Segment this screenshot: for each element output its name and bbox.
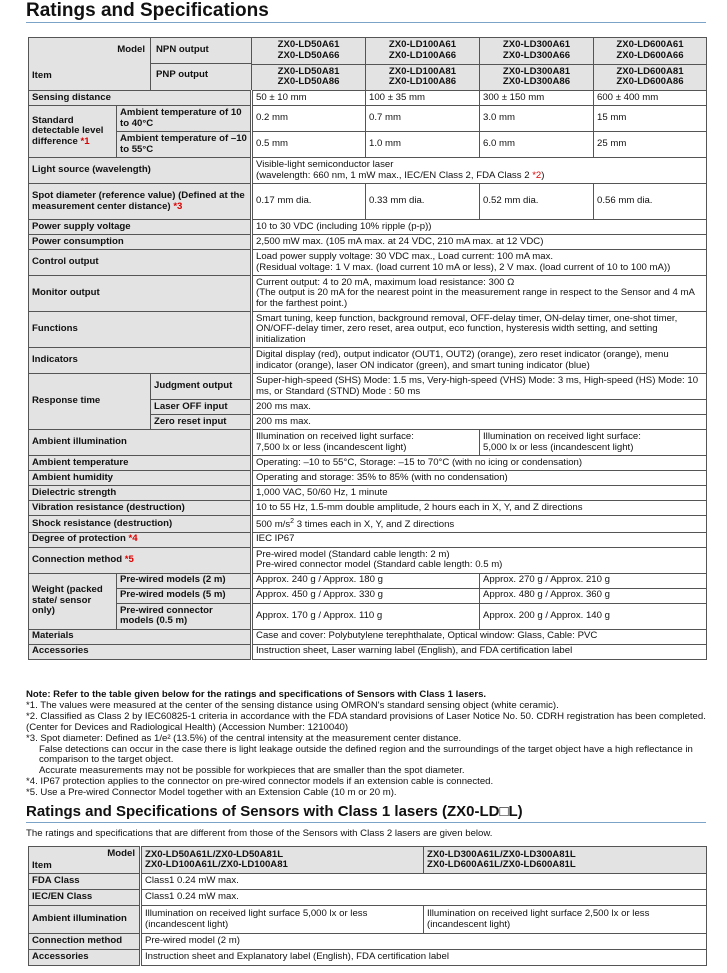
sensing-distance-label: Sensing distance [29, 91, 252, 106]
weight-row1-2: Approx. 270 g / Approx. 210 g [480, 573, 707, 588]
footnote-mark-3: *3 [173, 200, 183, 212]
spot-2: 0.33 mm dia. [366, 184, 480, 220]
footnote-mark-5: *5 [124, 553, 134, 565]
class1-illum-1: Illumination on received light surface 5,000 lx or less (incandescent light) [141, 906, 424, 934]
weight-row1-label: Pre-wired models (2 m) [117, 573, 252, 588]
ambient-humidity-value: Operating and storage: 35% to 85% (with no condensation) [252, 471, 707, 486]
note-line: *1. The values were measured at the center of the sensing distance using OMRON's standard sensing object (white ceramic). [26, 699, 559, 711]
model-header: Model [117, 44, 146, 55]
shock-value-cell [252, 516, 707, 533]
std-detect-row2-4: 25 mm [594, 132, 707, 158]
class1-header-cell [29, 847, 141, 874]
zero-reset-label: Zero reset input [151, 415, 252, 430]
spot-label-cell [29, 184, 252, 220]
ambient-temperature-label: Ambient temperature [29, 456, 252, 471]
std-detect-row1-4: 15 mm [594, 106, 707, 132]
ambient-illumination-label: Ambient illumination [29, 430, 252, 456]
std-detect-label-cell [29, 106, 117, 158]
class1-subtitle: The ratings and specifications that are different from those of the Sensors with Class 2 lasers are given below. [26, 828, 493, 839]
pnp-model-4: ZX0-LD600A81 ZX0-LD600A86 [594, 64, 707, 91]
class1-item-header: Item [32, 860, 52, 871]
note-line: *3. Spot diameter: Defined as 1/e² (13.5%) of the central intensity at the measurement center distance. [26, 732, 462, 744]
footnote-mark-1: *1 [80, 135, 90, 147]
control-output-label: Control output [29, 250, 252, 276]
accessories-value: Instruction sheet, Laser warning label (English), and FDA certification label [252, 644, 707, 659]
response-time-label: Response time [29, 374, 151, 430]
indicators-value: Digital display (red), output indicator (OUT1, OUT2) (orange), zero reset indicator (orange), menu indicator (orange), laser ON indicator (green), and smart tuning indicator (blue) [252, 348, 707, 374]
ambient-illumination-2: Illumination on received light surface: 5,000 lx or less (incandescent light) [480, 430, 707, 456]
light-source-tail: ) [541, 169, 545, 181]
class1-table [28, 846, 707, 966]
vibration-value: 10 to 55 Hz, 1.5-mm double amplitude, 2 hours each in X, Y, and Z directions [252, 501, 707, 516]
class1-model-header: Model [107, 848, 135, 859]
spot-label: Spot diameter (reference value) (Defined at the measurement center distance) [32, 190, 245, 212]
class1-illum-label: Ambient illumination [29, 906, 141, 934]
light-source-value: Visible-light semiconductor laser (wavelength: 660 nm, 1 mW max., IEC/EN Class 2, FDA Class 2 [256, 159, 530, 181]
npn-model-2: ZX0-LD100A61 ZX0-LD100A66 [366, 38, 480, 65]
functions-value: Smart tuning, keep function, background removal, OFF-delay timer, ON-delay timer, one-shot timer, ON/OFF-delay timer, zero reset, area output, eco function, hysteresis width setting, and setting initialization [252, 312, 707, 348]
class1-accessories-label: Accessories [29, 950, 141, 966]
note-line: *5. Use a Pre-wired Connector Model together with an Extension Cable (10 m or 20 m). [26, 787, 397, 799]
note-line: *4. IP67 protection applies to the connector on pre-wired connector models if an extension cable is connected. [26, 776, 494, 788]
pnp-model-2: ZX0-LD100A81 ZX0-LD100A86 [366, 64, 480, 91]
class1-models-2: ZX0-LD300A61L/ZX0-LD300A81L ZX0-LD600A61L/ZX0-LD600A81L [424, 847, 707, 874]
connection-label: Connection method [32, 553, 125, 565]
judgment-output-value: Super-high-speed (SHS) Mode: 1.5 ms, Very-high-speed (VHS) Mode: 3 ms, High-speed (HS) Mode: 10 ms, or Standard (STND) Mode : 50 ms [252, 374, 707, 400]
light-source-value-cell [252, 158, 707, 184]
sensing-distance-1: 50 ± 10 mm [252, 91, 366, 106]
protection-label-cell [29, 532, 252, 547]
spec-table [28, 37, 707, 660]
laser-off-label: Laser OFF input [151, 400, 252, 415]
light-source-label: Light source (wavelength) [29, 158, 252, 184]
iec-class-label: IEC/EN Class [29, 890, 141, 906]
connection-value: Pre-wired model (Standard cable length: 2 m) Pre-wired connector model (Standard cable length: 0.5 m) [252, 547, 707, 573]
page-title: Ratings and Specifications [26, 0, 269, 21]
monitor-output-label: Monitor output [29, 276, 252, 312]
npn-model-3: ZX0-LD300A61 ZX0-LD300A66 [480, 38, 594, 65]
std-detect-row1-2: 0.7 mm [366, 106, 480, 132]
weight-row3-2: Approx. 200 g / Approx. 140 g [480, 603, 707, 629]
fda-class-label: FDA Class [29, 874, 141, 890]
sensing-distance-4: 600 ± 400 mm [594, 91, 707, 106]
dielectric-value: 1,000 VAC, 50/60 Hz, 1 minute [252, 486, 707, 501]
class1-title-rule [26, 822, 706, 823]
spot-4: 0.56 mm dia. [594, 184, 707, 220]
sensing-distance-2: 100 ± 35 mm [366, 91, 480, 106]
class1-connection-value: Pre-wired model (2 m) [141, 934, 707, 950]
power-supply-value: 10 to 30 VDC (including 10% ripple (p-p)) [252, 220, 707, 235]
judgment-output-label: Judgment output [151, 374, 252, 400]
note-line: *2. Classified as Class 2 by IEC60825-1 criteria in accordance with the FDA standard provisions of Laser Notice No. 50. CDRH registration has been completed. (Center for Devices and Radiological Health) (Accession Number: 1210040) [26, 710, 706, 733]
class1-accessories-value: Instruction sheet and Explanatory label (English), FDA certification label [141, 950, 707, 966]
footnotes [26, 690, 711, 799]
class1-section-title: Ratings and Specifications of Sensors with Class 1 lasers (ZX0-LD□L) [26, 803, 523, 820]
zero-reset-value: 200 ms max. [252, 415, 707, 430]
functions-label: Functions [29, 312, 252, 348]
pnp-model-3: ZX0-LD300A81 ZX0-LD300A86 [480, 64, 594, 91]
title-rule [26, 22, 706, 23]
fda-class-value: Class1 0.24 mW max. [141, 874, 707, 890]
class1-models-1: ZX0-LD50A61L/ZX0-LD50A81L ZX0-LD100A61L/ZX0-LD100A81 [141, 847, 424, 874]
shock-label: Shock resistance (destruction) [29, 516, 252, 533]
iec-class-value: Class1 0.24 mW max. [141, 890, 707, 906]
weight-row2-2: Approx. 480 g / Approx. 360 g [480, 588, 707, 603]
shock-value-b: 3 times each in X, Y, and Z directions [294, 519, 455, 531]
power-supply-label: Power supply voltage [29, 220, 252, 235]
note-line: Note: Refer to the table given below for the ratings and specifications of Sensors with Class 1 lasers. [26, 689, 487, 700]
ambient-humidity-label: Ambient humidity [29, 471, 252, 486]
std-detect-row2-1: 0.5 mm [252, 132, 366, 158]
weight-row3-label: Pre-wired connector models (0.5 m) [117, 603, 252, 629]
model-item-header-cell [29, 38, 252, 91]
sensing-distance-3: 300 ± 150 mm [480, 91, 594, 106]
std-detect-row1-1: 0.2 mm [252, 106, 366, 132]
std-detect-row1-label: Ambient temperature of 10 to 40°C [117, 106, 252, 132]
materials-value: Case and cover: Polybutylene terephthalate, Optical window: Glass, Cable: PVC [252, 629, 707, 644]
pnp-model-1: ZX0-LD50A81 ZX0-LD50A86 [252, 64, 366, 91]
note-line: Accurate measurements may not be possible for workpieces that are smaller than the spot diameter. [39, 765, 465, 777]
shock-value-a: 500 m/s [256, 519, 291, 531]
item-header: Item [32, 70, 52, 81]
ambient-temperature-value: Operating: –10 to 55°C, Storage: –15 to 70°C (with no icing or condensation) [252, 456, 707, 471]
footnote-mark-4: *4 [128, 533, 138, 545]
weight-row1-1: Approx. 240 g / Approx. 180 g [252, 573, 480, 588]
weight-row3-1: Approx. 170 g / Approx. 110 g [252, 603, 480, 629]
laser-off-value: 200 ms max. [252, 400, 707, 415]
std-detect-label: Standard detectable level difference [32, 114, 104, 147]
dielectric-label: Dielectric strength [29, 486, 252, 501]
footnote-mark-2: *2 [532, 169, 542, 181]
power-consumption-label: Power consumption [29, 235, 252, 250]
std-detect-row1-3: 3.0 mm [480, 106, 594, 132]
vibration-label: Vibration resistance (destruction) [29, 501, 252, 516]
npn-model-1: ZX0-LD50A61 ZX0-LD50A66 [252, 38, 366, 65]
weight-row2-1: Approx. 450 g / Approx. 330 g [252, 588, 480, 603]
spot-1: 0.17 mm dia. [252, 184, 366, 220]
indicators-label: Indicators [29, 348, 252, 374]
weight-row2-label: Pre-wired models (5 m) [117, 588, 252, 603]
spot-3: 0.52 mm dia. [480, 184, 594, 220]
note-line: False detections can occur in the case there is light leakage outside the defined region and the surroundings of the target object have a high reflectance in comparison to the target object. [39, 743, 693, 766]
materials-label: Materials [29, 629, 252, 644]
std-detect-row2-2: 1.0 mm [366, 132, 480, 158]
accessories-label: Accessories [29, 644, 252, 659]
protection-label: Degree of protection [32, 533, 129, 545]
shock-value-sup: 2 [290, 518, 295, 525]
npn-output-header: NPN output [156, 44, 209, 55]
ambient-illumination-1: Illumination on received light surface: 7,500 lx or less (incandescent light) [252, 430, 480, 456]
class1-connection-label: Connection method [29, 934, 141, 950]
std-detect-row2-label: Ambient temperature of –10 to 55°C [117, 132, 252, 158]
weight-label: Weight (packed state/ sensor only) [29, 573, 117, 629]
npn-model-4: ZX0-LD600A61 ZX0-LD600A66 [594, 38, 707, 65]
protection-value: IEC IP67 [252, 532, 707, 547]
connection-label-cell [29, 547, 252, 573]
class1-illum-2: Illumination on received light surface 2,500 lx or less (incandescent light) [424, 906, 707, 934]
control-output-value: Load power supply voltage: 30 VDC max., Load current: 100 mA max. (Residual voltage: 1 V max. (load current 10 mA or less), 2 V max. (load current of 10 to 100 mA)) [252, 250, 707, 276]
pnp-output-header: PNP output [156, 69, 209, 80]
power-consumption-value: 2,500 mW max. (105 mA max. at 24 VDC, 210 mA max. at 12 VDC) [252, 235, 707, 250]
monitor-output-value: Current output: 4 to 20 mA, maximum load resistance: 300 Ω (The output is 20 mA for the nearest point in the measurement range in respect to the Sensor and 4 mA for the farthest point.) [252, 276, 707, 312]
std-detect-row2-3: 6.0 mm [480, 132, 594, 158]
